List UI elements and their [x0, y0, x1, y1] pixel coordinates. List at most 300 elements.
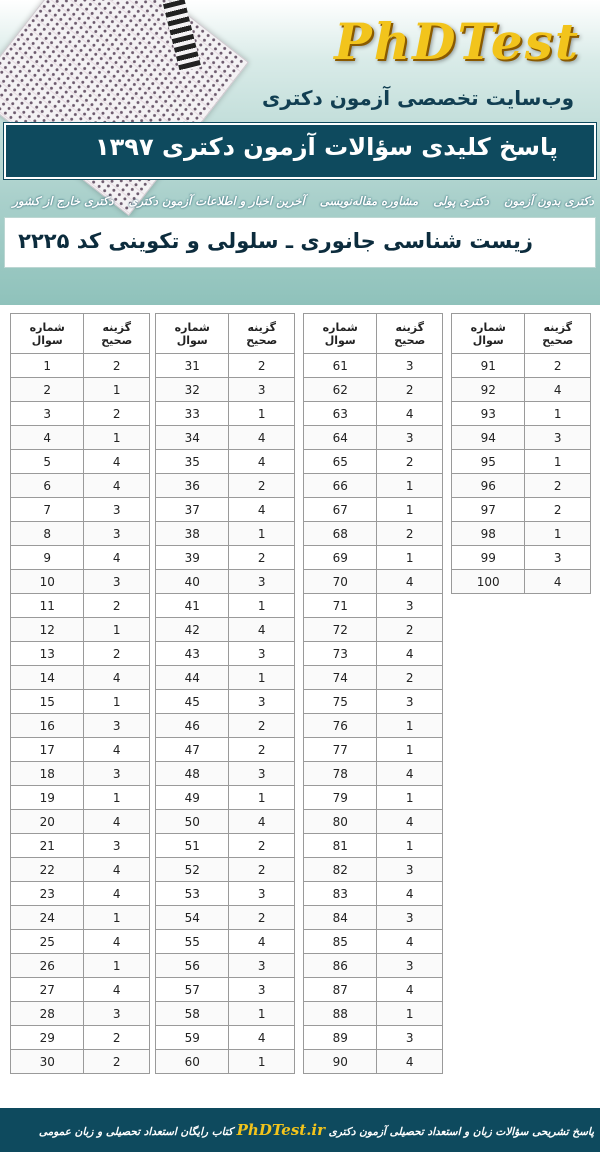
table-row: [11, 978, 150, 1002]
question-number-cell: 99: [452, 546, 525, 570]
exam-title: زیست شناسی جانوری ـ سلولی و تکوینی کد ۲۲۲۵: [18, 229, 533, 253]
table-row: [304, 1002, 443, 1026]
correct-answer-cell: 1: [84, 618, 150, 642]
table-row: [304, 906, 443, 930]
question-number-cell: 78: [304, 762, 377, 786]
correct-answer-cell: 3: [229, 690, 295, 714]
page-footer: [0, 1108, 600, 1152]
page-header: [0, 0, 600, 305]
correct-answer-cell: 3: [229, 570, 295, 594]
table-row: [304, 690, 443, 714]
table-row: [304, 474, 443, 498]
table-row: [11, 498, 150, 522]
question-number-cell: 85: [304, 930, 377, 954]
site-subtitle: وب‌سایت تخصصی آزمون دکتری: [261, 86, 574, 110]
question-number-cell: 5: [11, 450, 84, 474]
question-number-cell: 67: [304, 498, 377, 522]
correct-answer-cell: 3: [377, 690, 443, 714]
table-row: [452, 498, 591, 522]
table-row: [156, 354, 295, 378]
question-number-cell: 83: [304, 882, 377, 906]
question-number-cell: 20: [11, 810, 84, 834]
correct-answer-cell: 4: [84, 810, 150, 834]
correct-answer-cell: 4: [84, 546, 150, 570]
table-row: [156, 714, 295, 738]
question-number-cell: 8: [11, 522, 84, 546]
answer-sheet-image: [0, 0, 249, 216]
question-number-cell: 66: [304, 474, 377, 498]
question-number-cell: 54: [156, 906, 229, 930]
table-row: [11, 426, 150, 450]
question-number-cell: 51: [156, 834, 229, 858]
table-row: [452, 354, 591, 378]
correct-answer-cell: 4: [84, 450, 150, 474]
correct-answer-cell: 4: [84, 882, 150, 906]
correct-answer-cell: 1: [229, 522, 295, 546]
table-row: [304, 354, 443, 378]
correct-answer-cell: 2: [84, 354, 150, 378]
table-row: [11, 1002, 150, 1026]
question-number-cell: 55: [156, 930, 229, 954]
correct-answer-cell: 4: [84, 978, 150, 1002]
footer-text-right[interactable]: پاسخ تشریحی سؤالات زبان و استعداد تحصیلی آزمون دکتری: [328, 1126, 594, 1138]
correct-answer-cell: 1: [84, 426, 150, 450]
correct-answer-cell: 4: [377, 882, 443, 906]
question-number-cell: 64: [304, 426, 377, 450]
correct-answer-cell: 3: [525, 426, 591, 450]
header-correct-answer: گزینه صحیح: [377, 314, 443, 354]
question-number-cell: 28: [11, 1002, 84, 1026]
question-number-cell: 19: [11, 786, 84, 810]
correct-answer-cell: 3: [84, 714, 150, 738]
table-row: [11, 594, 150, 618]
correct-answer-cell: 3: [377, 906, 443, 930]
question-number-cell: 45: [156, 690, 229, 714]
header-question-number: شماره سوال: [304, 314, 377, 354]
header-correct-answer: گزینه صحیح: [229, 314, 295, 354]
header-question-number: شماره سوال: [156, 314, 229, 354]
correct-answer-cell: 1: [377, 1002, 443, 1026]
table-row: [156, 618, 295, 642]
table-row: [156, 834, 295, 858]
question-number-cell: 60: [156, 1050, 229, 1074]
question-number-cell: 30: [11, 1050, 84, 1074]
table-row: [452, 378, 591, 402]
correct-answer-cell: 1: [84, 954, 150, 978]
correct-answer-cell: 4: [229, 498, 295, 522]
correct-answer-cell: 3: [377, 354, 443, 378]
correct-answer-cell: 4: [84, 666, 150, 690]
correct-answer-cell: 2: [84, 642, 150, 666]
table-row: [304, 618, 443, 642]
table-row: [11, 714, 150, 738]
table-row: [304, 450, 443, 474]
table-row: [452, 546, 591, 570]
nav-link-phd-abroad[interactable]: دکتری خارج از کشور: [12, 194, 114, 208]
question-number-cell: 58: [156, 1002, 229, 1026]
correct-answer-cell: 1: [377, 498, 443, 522]
correct-answer-cell: 2: [84, 1050, 150, 1074]
table-row: [11, 1026, 150, 1050]
table-row: [156, 978, 295, 1002]
correct-answer-cell: 4: [229, 618, 295, 642]
correct-answer-cell: 3: [377, 858, 443, 882]
table-row: [304, 738, 443, 762]
table-row: [156, 1002, 295, 1026]
question-number-cell: 2: [11, 378, 84, 402]
band-title: پاسخ کلیدی سؤالات آزمون دکتری ۱۳۹۷: [95, 133, 558, 161]
question-number-cell: 15: [11, 690, 84, 714]
answer-table-3: [303, 313, 443, 1074]
question-number-cell: 53: [156, 882, 229, 906]
correct-answer-cell: 2: [377, 450, 443, 474]
table-row: [156, 762, 295, 786]
correct-answer-cell: 3: [525, 546, 591, 570]
question-number-cell: 39: [156, 546, 229, 570]
question-number-cell: 47: [156, 738, 229, 762]
table-row: [304, 498, 443, 522]
correct-answer-cell: 4: [84, 930, 150, 954]
nav-link-latest-news[interactable]: آخرین اخبار و اطلاعات آزمون دکتری: [128, 194, 305, 208]
question-number-cell: 71: [304, 594, 377, 618]
table-row: [156, 450, 295, 474]
question-number-cell: 87: [304, 978, 377, 1002]
question-number-cell: 52: [156, 858, 229, 882]
correct-answer-cell: 3: [84, 762, 150, 786]
table-row: [11, 642, 150, 666]
table-row: [452, 522, 591, 546]
question-number-cell: 74: [304, 666, 377, 690]
question-number-cell: 13: [11, 642, 84, 666]
question-number-cell: 75: [304, 690, 377, 714]
question-number-cell: 59: [156, 1026, 229, 1050]
correct-answer-cell: 3: [84, 834, 150, 858]
table-row: [11, 522, 150, 546]
question-number-cell: 77: [304, 738, 377, 762]
question-number-cell: 25: [11, 930, 84, 954]
table-row: [156, 786, 295, 810]
table-row: [304, 882, 443, 906]
table-row: [304, 402, 443, 426]
correct-answer-cell: 3: [377, 594, 443, 618]
footer-text: [39, 1121, 594, 1139]
question-number-cell: 17: [11, 738, 84, 762]
question-number-cell: 76: [304, 714, 377, 738]
correct-answer-cell: 1: [377, 834, 443, 858]
question-number-cell: 37: [156, 498, 229, 522]
table-row: [11, 786, 150, 810]
exam-title-box: [4, 217, 596, 268]
correct-answer-cell: 1: [229, 1002, 295, 1026]
question-number-cell: 96: [452, 474, 525, 498]
question-number-cell: 29: [11, 1026, 84, 1050]
question-number-cell: 61: [304, 354, 377, 378]
correct-answer-cell: 4: [84, 738, 150, 762]
correct-answer-cell: 4: [377, 570, 443, 594]
correct-answer-cell: 3: [377, 954, 443, 978]
answer-table-2: [155, 313, 295, 1074]
table-row: [156, 402, 295, 426]
question-number-cell: 73: [304, 642, 377, 666]
correct-answer-cell: 2: [229, 858, 295, 882]
table-row: [11, 762, 150, 786]
question-number-cell: 7: [11, 498, 84, 522]
question-number-cell: 14: [11, 666, 84, 690]
question-number-cell: 69: [304, 546, 377, 570]
table-row: [156, 906, 295, 930]
correct-answer-cell: 1: [525, 402, 591, 426]
table-row: [304, 1050, 443, 1074]
table-row: [11, 354, 150, 378]
question-number-cell: 1: [11, 354, 84, 378]
table-row: [452, 450, 591, 474]
header-question-number: شماره سوال: [452, 314, 525, 354]
correct-answer-cell: 4: [229, 450, 295, 474]
correct-answer-cell: 2: [229, 834, 295, 858]
question-number-cell: 11: [11, 594, 84, 618]
correct-answer-cell: 2: [84, 594, 150, 618]
table-row: [156, 858, 295, 882]
question-number-cell: 43: [156, 642, 229, 666]
correct-answer-cell: 4: [229, 1026, 295, 1050]
correct-answer-cell: 2: [229, 906, 295, 930]
question-number-cell: 94: [452, 426, 525, 450]
correct-answer-cell: 3: [84, 570, 150, 594]
question-number-cell: 49: [156, 786, 229, 810]
correct-answer-cell: 1: [229, 786, 295, 810]
table-row: [11, 474, 150, 498]
footer-brand[interactable]: PhDTest.ir: [236, 1121, 326, 1139]
question-number-cell: 32: [156, 378, 229, 402]
correct-answer-cell: 1: [377, 786, 443, 810]
table-row: [304, 426, 443, 450]
question-number-cell: 24: [11, 906, 84, 930]
question-number-cell: 26: [11, 954, 84, 978]
table-row: [156, 882, 295, 906]
question-number-cell: 40: [156, 570, 229, 594]
question-number-cell: 9: [11, 546, 84, 570]
question-number-cell: 70: [304, 570, 377, 594]
correct-answer-cell: 4: [229, 426, 295, 450]
table-row: [11, 378, 150, 402]
correct-answer-cell: 2: [84, 402, 150, 426]
correct-answer-cell: 2: [229, 354, 295, 378]
table-row: [304, 834, 443, 858]
question-number-cell: 34: [156, 426, 229, 450]
table-row: [452, 426, 591, 450]
nav-link-phd-without-exam[interactable]: دکتری بدون آزمون: [504, 194, 594, 208]
table-row: [156, 498, 295, 522]
question-number-cell: 79: [304, 786, 377, 810]
table-row: [11, 618, 150, 642]
correct-answer-cell: 4: [377, 978, 443, 1002]
table-row: [156, 954, 295, 978]
correct-answer-cell: 1: [377, 474, 443, 498]
correct-answer-cell: 4: [377, 930, 443, 954]
correct-answer-cell: 4: [84, 474, 150, 498]
correct-answer-cell: 2: [525, 474, 591, 498]
title-band: [4, 123, 596, 179]
question-number-cell: 56: [156, 954, 229, 978]
correct-answer-cell: 1: [229, 402, 295, 426]
correct-answer-cell: 2: [377, 618, 443, 642]
correct-answer-cell: 3: [229, 978, 295, 1002]
correct-answer-cell: 3: [377, 1026, 443, 1050]
table-row: [156, 378, 295, 402]
table-row: [11, 954, 150, 978]
table-row: [304, 714, 443, 738]
question-number-cell: 80: [304, 810, 377, 834]
correct-answer-cell: 1: [229, 594, 295, 618]
table-row: [156, 666, 295, 690]
question-number-cell: 35: [156, 450, 229, 474]
answer-table-1: [10, 313, 150, 1074]
correct-answer-cell: 4: [525, 570, 591, 594]
table-row: [304, 930, 443, 954]
question-number-cell: 100: [452, 570, 525, 594]
question-number-cell: 50: [156, 810, 229, 834]
correct-answer-cell: 4: [525, 378, 591, 402]
question-number-cell: 91: [452, 354, 525, 378]
question-number-cell: 62: [304, 378, 377, 402]
question-number-cell: 38: [156, 522, 229, 546]
question-number-cell: 4: [11, 426, 84, 450]
question-number-cell: 27: [11, 978, 84, 1002]
correct-answer-cell: 3: [229, 954, 295, 978]
correct-answer-cell: 1: [377, 714, 443, 738]
table-row: [156, 594, 295, 618]
table-row: [11, 930, 150, 954]
header-correct-answer: گزینه صحیح: [84, 314, 150, 354]
correct-answer-cell: 1: [84, 378, 150, 402]
question-number-cell: 6: [11, 474, 84, 498]
correct-answer-cell: 2: [229, 474, 295, 498]
correct-answer-cell: 4: [84, 858, 150, 882]
table-row: [304, 1026, 443, 1050]
table-row: [11, 666, 150, 690]
question-number-cell: 33: [156, 402, 229, 426]
table-row: [156, 738, 295, 762]
answer-key-tables: [0, 313, 600, 1093]
correct-answer-cell: 1: [377, 738, 443, 762]
nav-link-article-consulting[interactable]: مشاوره مقاله‌نویسی: [319, 194, 419, 208]
question-number-cell: 84: [304, 906, 377, 930]
question-number-cell: 97: [452, 498, 525, 522]
question-number-cell: 93: [452, 402, 525, 426]
correct-answer-cell: 2: [229, 714, 295, 738]
table-row: [156, 474, 295, 498]
question-number-cell: 57: [156, 978, 229, 1002]
table-row: [11, 450, 150, 474]
question-number-cell: 31: [156, 354, 229, 378]
table-row: [304, 594, 443, 618]
question-number-cell: 81: [304, 834, 377, 858]
correct-answer-cell: 4: [229, 930, 295, 954]
question-number-cell: 63: [304, 402, 377, 426]
table-row: [304, 666, 443, 690]
question-number-cell: 82: [304, 858, 377, 882]
correct-answer-cell: 2: [525, 354, 591, 378]
table-row: [304, 522, 443, 546]
table-row: [304, 978, 443, 1002]
question-number-cell: 3: [11, 402, 84, 426]
question-number-cell: 16: [11, 714, 84, 738]
header-question-number: شماره سوال: [11, 314, 84, 354]
question-number-cell: 68: [304, 522, 377, 546]
table-row: [11, 834, 150, 858]
table-row: [11, 882, 150, 906]
table-row: [156, 642, 295, 666]
table-row: [156, 570, 295, 594]
question-number-cell: 48: [156, 762, 229, 786]
question-number-cell: 65: [304, 450, 377, 474]
table-row: [156, 810, 295, 834]
table-row: [304, 642, 443, 666]
table-row: [156, 546, 295, 570]
correct-answer-cell: 4: [377, 402, 443, 426]
answer-table-4: [451, 313, 591, 594]
nav-links: [6, 190, 594, 212]
correct-answer-cell: 1: [84, 786, 150, 810]
table-row: [11, 738, 150, 762]
table-row: [452, 402, 591, 426]
table-row: [11, 570, 150, 594]
correct-answer-cell: 1: [84, 690, 150, 714]
site-logo[interactable]: PhDTest: [334, 12, 580, 71]
question-number-cell: 89: [304, 1026, 377, 1050]
table-row: [156, 426, 295, 450]
table-row: [452, 474, 591, 498]
question-number-cell: 92: [452, 378, 525, 402]
question-number-cell: 46: [156, 714, 229, 738]
table-row: [304, 810, 443, 834]
table-row: [156, 1026, 295, 1050]
question-number-cell: 95: [452, 450, 525, 474]
table-row: [11, 1050, 150, 1074]
correct-answer-cell: 2: [377, 522, 443, 546]
correct-answer-cell: 4: [377, 762, 443, 786]
correct-answer-cell: 4: [229, 810, 295, 834]
correct-answer-cell: 1: [229, 666, 295, 690]
table-row: [304, 954, 443, 978]
question-number-cell: 90: [304, 1050, 377, 1074]
correct-answer-cell: 2: [84, 1026, 150, 1050]
correct-answer-cell: 1: [229, 1050, 295, 1074]
correct-answer-cell: 3: [377, 426, 443, 450]
question-number-cell: 44: [156, 666, 229, 690]
correct-answer-cell: 3: [229, 642, 295, 666]
question-number-cell: 22: [11, 858, 84, 882]
table-row: [304, 570, 443, 594]
footer-text-left[interactable]: کتاب رایگان استعداد تحصیلی و زبان عمومی: [38, 1126, 233, 1138]
nav-link-paid-phd[interactable]: دکتری پولی: [433, 194, 489, 208]
correct-answer-cell: 3: [229, 762, 295, 786]
table-row: [11, 546, 150, 570]
question-number-cell: 86: [304, 954, 377, 978]
correct-answer-cell: 3: [229, 378, 295, 402]
question-number-cell: 21: [11, 834, 84, 858]
correct-answer-cell: 2: [229, 738, 295, 762]
correct-answer-cell: 4: [377, 642, 443, 666]
table-row: [156, 690, 295, 714]
table-row: [452, 570, 591, 594]
question-number-cell: 41: [156, 594, 229, 618]
question-number-cell: 42: [156, 618, 229, 642]
question-number-cell: 12: [11, 618, 84, 642]
correct-answer-cell: 3: [84, 498, 150, 522]
table-row: [304, 786, 443, 810]
header-correct-answer: گزینه صحیح: [525, 314, 591, 354]
